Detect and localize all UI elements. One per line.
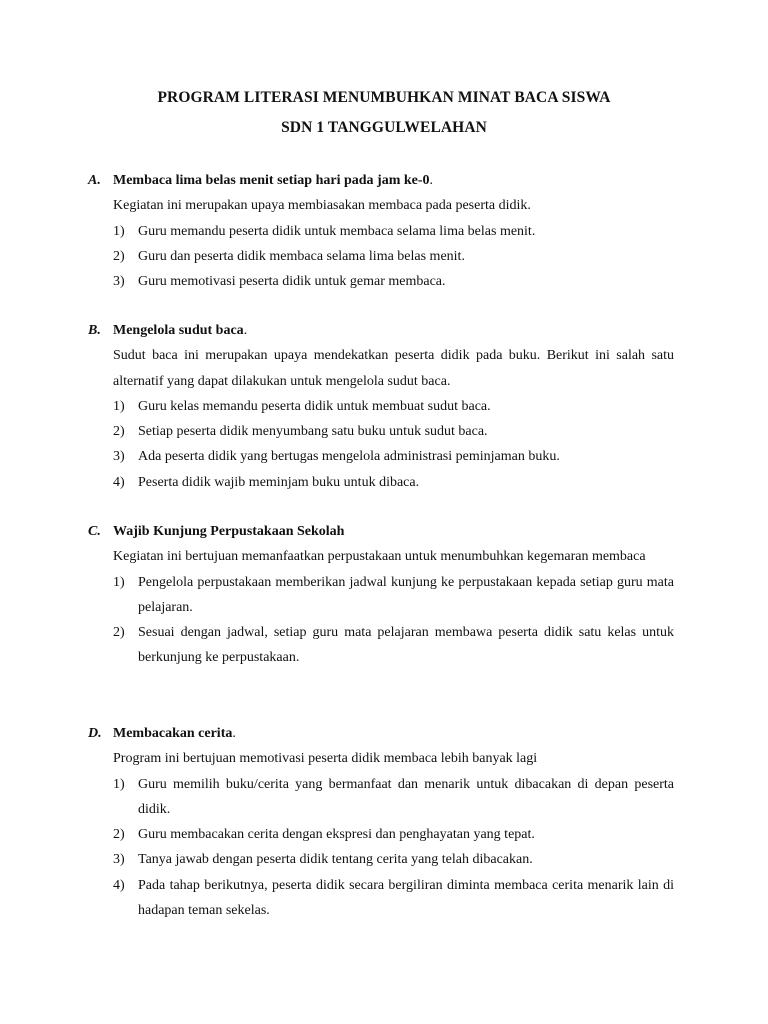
list-item-number: 4)	[113, 877, 125, 893]
list-item-number: 1)	[113, 574, 125, 590]
list-item-number: 2)	[113, 248, 125, 264]
section-title-period: .	[429, 173, 434, 188]
list-item-number: 4)	[113, 474, 125, 490]
section-paragraph: Program ini bertujuan memotivasi peserta didik membaca lebih banyak lagi	[113, 751, 538, 767]
list-item	[113, 244, 674, 269]
section-title: Wajib Kunjung Perpustakaan Sekolah	[113, 524, 345, 539]
list-item	[113, 394, 674, 419]
list-item-text: Sesuai dengan jadwal, setiap guru mata pelajaran membawa peserta didik satu kelas untuk berkunjung ke perpustakaan.	[138, 625, 674, 666]
section-a	[88, 168, 674, 294]
list-item-text: Guru memilih buku/cerita yang bermanfaat dan menarik untuk dibacakan di depan peserta didik.	[138, 776, 674, 817]
section-title: Membaca lima belas menit setiap hari pada jam ke-0	[113, 173, 430, 188]
list-item-number: 1)	[113, 398, 125, 414]
list-item-number: 1)	[113, 776, 125, 792]
list-item	[113, 419, 674, 444]
list-item	[113, 570, 674, 621]
list-item-text: Tanya jawab dengan peserta didik tentang cerita yang telah dibacakan.	[138, 852, 533, 868]
section-title: Membacakan cerita	[113, 726, 233, 741]
section-b	[88, 318, 674, 495]
list-item	[113, 620, 674, 671]
section-title-period: .	[243, 323, 248, 338]
list-item-text: Guru kelas memandu peserta didik untuk membuat sudut baca.	[138, 398, 491, 414]
list-item-text: Guru membacakan cerita dengan ekspresi dan penghayatan yang tepat.	[138, 827, 535, 843]
list-item	[113, 847, 674, 872]
list-item-number: 2)	[113, 424, 125, 440]
list-item	[113, 444, 674, 469]
list-item	[113, 873, 674, 924]
list-item-text: Ada peserta didik yang bertugas mengelola administrasi peminjaman buku.	[138, 449, 560, 465]
section-title: Mengelola sudut baca	[113, 323, 244, 338]
section-heading	[88, 168, 674, 193]
list-item-number: 3)	[113, 852, 125, 868]
list-item	[113, 822, 674, 847]
list-item-number: 3)	[113, 449, 125, 465]
list-item-text: Setiap peserta didik menyumbang satu buku untuk sudut baca.	[138, 424, 488, 440]
list-item-number: 3)	[113, 274, 125, 290]
document-subtitle: SDN 1 TANGGULWELAHAN	[281, 119, 487, 136]
section-c	[88, 519, 674, 671]
list-item-number: 1)	[113, 223, 125, 239]
section-heading	[88, 519, 674, 544]
list-item-number: 2)	[113, 827, 125, 843]
section-paragraph: Sudut baca ini merupakan upaya mendekatkan peserta didik pada buku. Berikut ini salah satu alternatif yang dapat dilakukan untuk mengelola sudut baca.	[113, 348, 674, 389]
list-item	[113, 772, 674, 823]
section-heading	[88, 318, 674, 343]
section-letter: A.	[88, 173, 101, 188]
section-letter: C.	[88, 524, 101, 539]
list-item-text: Pada tahap berikutnya, peserta didik secara bergiliran diminta membaca cerita menarik lain di hadapan teman sekelas.	[138, 877, 674, 919]
section-paragraph: Kegiatan ini bertujuan memanfaatkan perpustakaan untuk menumbuhkan kegemaran membaca	[113, 549, 646, 565]
list-item-number: 2)	[113, 625, 125, 641]
section-heading	[88, 721, 674, 746]
list-item	[113, 269, 674, 294]
list-item-text: Peserta didik wajib meminjam buku untuk dibaca.	[138, 474, 420, 490]
document-title: PROGRAM LITERASI MENUMBUHKAN MINAT BACA SISWA	[157, 89, 611, 106]
list-item	[113, 470, 674, 495]
list-item-text: Pengelola perpustakaan memberikan jadwal kunjung ke perpustakaan kepada setiap guru mata pelajaran.	[138, 574, 674, 615]
list-item-text: Guru memotivasi peserta didik untuk gemar membaca.	[138, 274, 446, 290]
section-paragraph: Kegiatan ini merupakan upaya membiasakan membaca pada peserta didik.	[113, 198, 531, 214]
list-item	[113, 219, 674, 244]
section-letter: D.	[88, 726, 102, 741]
section-d	[88, 721, 674, 923]
list-item-text: Guru dan peserta didik membaca selama lima belas menit.	[138, 248, 465, 264]
section-letter: B.	[88, 323, 101, 338]
list-item-text: Guru memandu peserta didik untuk membaca selama lima belas menit.	[138, 223, 536, 239]
section-title-period: .	[232, 726, 236, 741]
